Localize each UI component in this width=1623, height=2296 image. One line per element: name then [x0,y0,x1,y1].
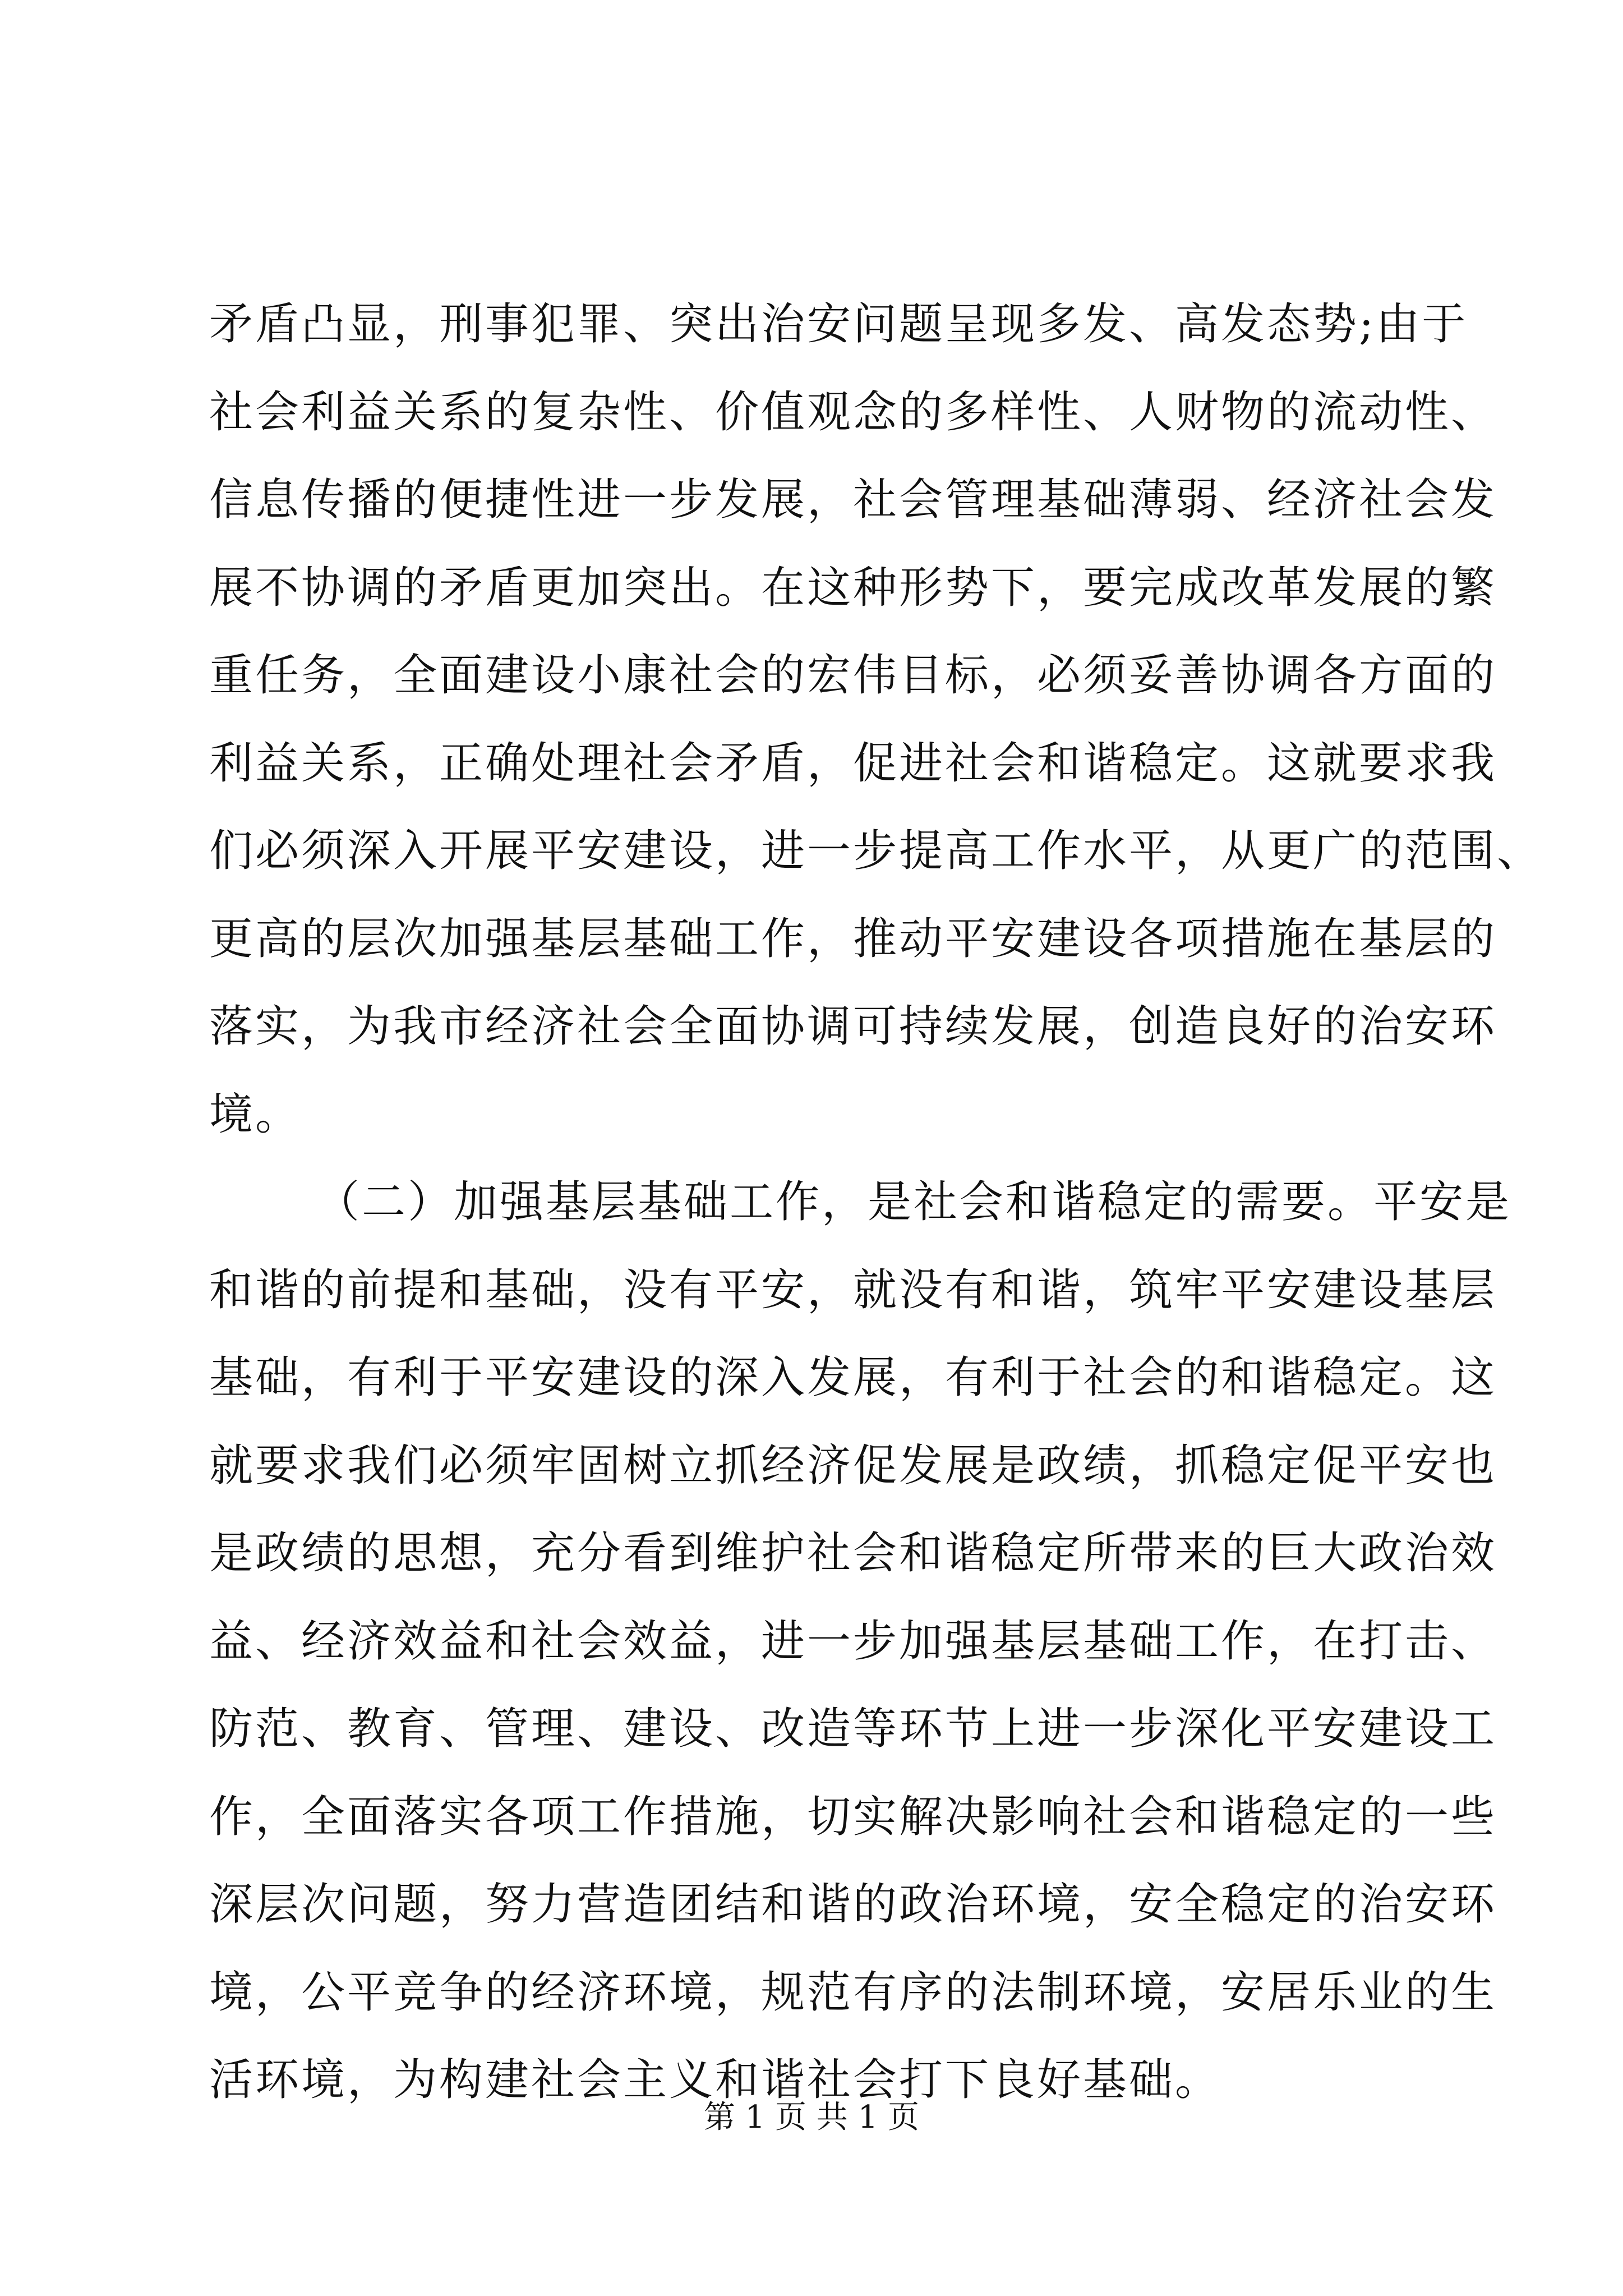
text-line: 是政绩的思想，充分看到维护社会和谐稳定所带来的巨大政治效 [209,1528,1497,1579]
text-line: 重任务，全面建设小康社会的宏伟目标，必须妥善协调各方面的 [209,650,1497,701]
text-line: 展不协调的矛盾更加突出。在这种形势下，要完成改革发展的繁 [209,562,1497,613]
text-line: 就要求我们必须牢固树立抓经济促发展是政绩，抓稳定促平安也 [209,1440,1497,1491]
text-line: 和谐的前提和基础，没有平安，就没有和谐，筑牢平安建设基层 [209,1264,1497,1315]
text-line: 防范、教育、管理、建设、改造等环节上进一步深化平安建设工 [209,1704,1497,1754]
section-heading-line: （二）加强基层基础工作，是社会和谐稳定的需要。平安是 [316,1177,1512,1227]
text-line: 作，全面落实各项工作措施，切实解决影响社会和谐稳定的一些 [209,1791,1497,1842]
text-line: 活环境，为构建社会主义和谐社会打下良好基础。 [209,2055,1221,2105]
text-line: 境，公平竞争的经济环境，规范有序的法制环境，安居乐业的生 [209,1967,1497,2018]
page-number-footer: 第 1 页 共 1 页 [703,2099,920,2136]
text-line: 信息传播的便捷性进一步发展，社会管理基础薄弱、经济社会发 [209,475,1497,525]
text-line: 更高的层次加强基层基础工作，推动平安建设各项措施在基层的 [209,913,1497,964]
text-line: 基础，有利于平安建设的深入发展，有利于社会的和谐稳定。这 [209,1352,1497,1403]
text-line: 矛盾凸显，刑事犯罪、突出治安问题呈现多发、高发态势;由于 [209,299,1468,349]
body-text [209,280,1543,2124]
text-line: 们必须深入开展平安建设，进一步提高工作水平，从更广的范围、 [209,826,1543,876]
text-line: 落实，为我市经济社会全面协调可持续发展，创造良好的治安环 [209,1001,1497,1052]
paragraph-continuation [209,280,1543,1158]
text-line: 社会利益关系的复杂性、价值观念的多样性、人财物的流动性、 [209,386,1497,438]
text-line: 利益关系，正确处理社会矛盾，促进社会和谐稳定。这就要求我 [209,738,1497,789]
text-line: 深层次问题，努力营造团结和谐的政治环境，安全稳定的治安环 [209,1879,1497,1930]
text-line: 境。 [209,1089,302,1140]
text-line: 益、经济效益和社会效益，进一步加强基层基础工作，在打击、 [209,1616,1497,1667]
paragraph-section-two [209,1158,1512,2124]
